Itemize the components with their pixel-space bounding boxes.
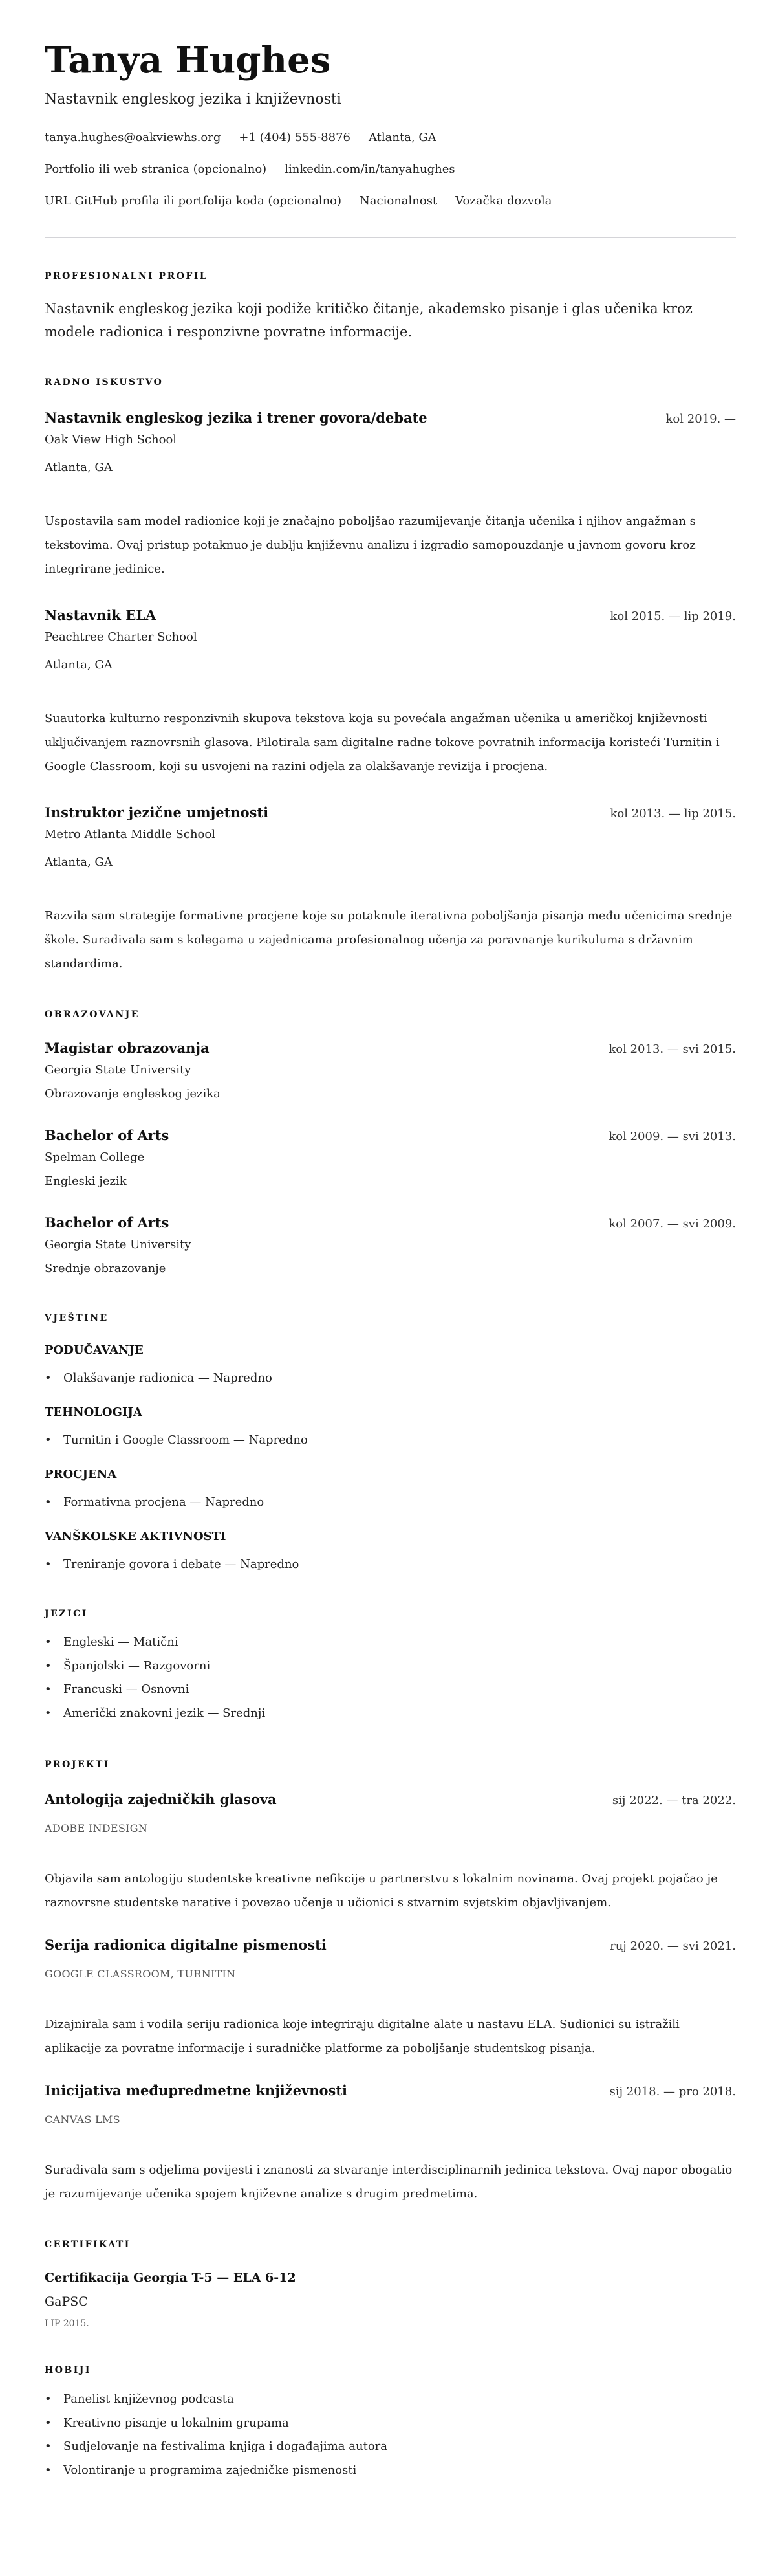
entry-header: [45, 1038, 736, 1060]
contact-location: Atlanta, GA: [369, 131, 436, 144]
certificate-entry: [45, 2269, 736, 2331]
education-date: kol 2007. — svi 2009.: [609, 1217, 736, 1231]
skill-list: [45, 1430, 736, 1451]
languages-section: [45, 1607, 736, 1726]
resume-header: [45, 39, 736, 210]
project-description: Objavila sam antologiju studentske kreativne nefikcije u partnerstvu s lokalnim novinama. Ovaj projekt pojačao je raznovrsne studentske narative i povezao učenje u učionici s stvarnim svjetskim objavljivanjem.: [45, 1871, 718, 1910]
degree: Bachelor of Arts: [45, 1127, 169, 1143]
project-entry: [45, 1935, 736, 2060]
section-title: VJEŠTINE: [45, 1313, 109, 1323]
contact-linkedin[interactable]: linkedin.com/in/tanyahughes: [285, 162, 455, 176]
language-item: • Engleski — Matični: [45, 1631, 736, 1655]
job-entry: [45, 605, 736, 778]
job-org: Peachtree Charter School: [45, 630, 197, 644]
job-date: kol 2015. — lip 2019.: [610, 610, 736, 623]
certificates-section: [45, 2238, 736, 2331]
field-of-study: Srednje obrazovanje: [45, 1262, 166, 1275]
skill-category-title: TEHNOLOGIJA: [45, 1405, 142, 1419]
section-title: PROFESIONALNI PROFIL: [45, 271, 208, 281]
project-tech: GOOGLE CLASSROOM, TURNITIN: [45, 1967, 236, 1980]
education-entry: [45, 1038, 736, 1105]
job-role: Nastavnik ELA: [45, 607, 156, 623]
project-entry: [45, 1789, 736, 1915]
school: Georgia State University: [45, 1238, 191, 1251]
project-name: Serija radionica digitalne pismenosti: [45, 1936, 327, 1953]
field-of-study: Engleski jezik: [45, 1174, 127, 1188]
entry-header: [45, 408, 736, 430]
entry-header: [45, 1789, 736, 1811]
contact-row: [45, 192, 736, 210]
school: Spelman College: [45, 1150, 145, 1164]
entry-header: [45, 2080, 736, 2102]
section-title: JEZICI: [45, 1609, 88, 1619]
education-section: [45, 1008, 736, 1279]
candidate-headline: Nastavnik engleskog jezika i književnosti: [45, 91, 341, 107]
skill-item: • Formativna procjena — Napredno: [45, 1492, 736, 1513]
job-location: Atlanta, GA: [45, 658, 113, 672]
degree: Magistar obrazovanja: [45, 1040, 210, 1056]
contact-phone[interactable]: +1 (404) 555-8876: [239, 131, 350, 144]
entry-header: [45, 605, 736, 627]
job-entry: [45, 408, 736, 581]
contact-github[interactable]: URL GitHub profila ili portfolija koda (opcionalno): [45, 194, 342, 208]
education-date: kol 2009. — svi 2013.: [609, 1130, 736, 1143]
candidate-name: Tanya Hughes: [45, 39, 331, 82]
projects-section: [45, 1758, 736, 2206]
certificate-name: Certifikacija Georgia T-5 — ELA 6-12: [45, 2270, 296, 2285]
job-description: Suautorka kulturno responzivnih skupova tekstova koja su povećala angažman učenika u američkoj književnosti uključivanjem raznovrsnih glasova. Pilotirala sam digitalne radne tokove povratnih informacija koristeći Turnitin i Google Classroom, koji su usvojeni na razini odjela za olakšavanje revizija i procjena.: [45, 712, 720, 773]
hobby-list: [45, 2388, 736, 2483]
skill-list: [45, 1368, 736, 1389]
skill-category-title: VANŠKOLSKE AKTIVNOSTI: [45, 1530, 226, 1543]
project-date: ruj 2020. — svi 2021.: [610, 1939, 736, 1953]
skill-category-title: PROCJENA: [45, 1468, 117, 1481]
profile-text: Nastavnik engleskog jezika koji podiže kritičko čitanje, akademsko pisanje i glas učenika kroz modele radionica i responzivne povratne informacije.: [45, 301, 693, 340]
entry-header: [45, 1125, 736, 1147]
contact-portfolio[interactable]: Portfolio ili web stranica (opcionalno): [45, 162, 267, 176]
language-item: • Američki znakovni jezik — Srednji: [45, 1702, 736, 1726]
skill-category-title: PODUČAVANJE: [45, 1343, 144, 1357]
job-role: Nastavnik engleskog jezika i trener govora/debate: [45, 410, 427, 426]
certificate-issuer: GaPSC: [45, 2294, 88, 2309]
hobby-item: • Panelist književnog podcasta: [45, 2388, 736, 2412]
section-title: RADNO ISKUSTVO: [45, 377, 164, 388]
job-date: kol 2013. — lip 2015.: [610, 807, 736, 820]
project-name: Inicijativa međupredmetne književnosti: [45, 2082, 348, 2098]
contact-row: [45, 160, 736, 179]
entry-header: [45, 802, 736, 824]
skill-category: [45, 1404, 736, 1451]
job-description: Razvila sam strategije formativne procjene koje su potaknule iterativna poboljšanja pisanja među učenicima srednje škole. Suradivala sam s kolegama u zajednicama profesionalnog učenja za poravnanje kurikuluma s državnim standardima.: [45, 909, 733, 971]
profile-section: [45, 270, 736, 344]
skill-category: [45, 1341, 736, 1389]
education-date: kol 2013. — svi 2015.: [609, 1042, 736, 1056]
certificate-date: LIP 2015.: [45, 2318, 89, 2329]
skill-item: • Turnitin i Google Classroom — Napredno: [45, 1430, 736, 1451]
skill-list: [45, 1492, 736, 1513]
entry-header: [45, 1935, 736, 1957]
language-list: [45, 1631, 736, 1726]
hobby-item: • Volontiranje u programima zajedničke pismenosti: [45, 2459, 736, 2483]
field-of-study: Obrazovanje engleskog jezika: [45, 1087, 221, 1101]
project-tech: CANVAS LMS: [45, 2113, 120, 2126]
project-date: sij 2022. — tra 2022.: [612, 1793, 736, 1807]
job-location: Atlanta, GA: [45, 461, 113, 474]
hobby-item: • Sudjelovanje na festivalima knjiga i događajima autora: [45, 2435, 736, 2459]
school: Georgia State University: [45, 1063, 191, 1077]
degree: Bachelor of Arts: [45, 1215, 169, 1231]
header-divider: [45, 237, 736, 238]
project-date: sij 2018. — pro 2018.: [609, 2084, 736, 2098]
project-name: Antologija zajedničkih glasova: [45, 1790, 277, 1807]
job-org: Oak View High School: [45, 433, 177, 446]
contact-nationality: Nacionalnost: [360, 194, 438, 208]
job-org: Metro Atlanta Middle School: [45, 828, 215, 841]
hobbies-section: [45, 2364, 736, 2483]
experience-section: [45, 376, 736, 976]
project-entry: [45, 2080, 736, 2206]
job-description: Uspostavila sam model radionice koji je značajno poboljšao razumijevanje čitanja učenika i njihov angažman s tekstovima. Ovaj pristup potaknuo je dublju književnu analizu i izgradio samopouzdanje u javnom govoru kroz integrirane jedinice.: [45, 514, 696, 576]
skill-category: [45, 1528, 736, 1575]
skill-category: [45, 1466, 736, 1513]
project-description: Suradivala sam s odjelima povijesti i znanosti za stvaranje interdisciplinarnih jedinica tekstova. Ovaj napor obogatio je razumijevanje učenika spojem književne analize s drugim predmetima.: [45, 2163, 733, 2201]
section-title: HOBIJI: [45, 2364, 91, 2375]
section-title: OBRAZOVANJE: [45, 1009, 140, 1020]
language-item: • Francuski — Osnovni: [45, 1678, 736, 1702]
job-entry: [45, 802, 736, 976]
project-tech: ADOBE INDESIGN: [45, 1822, 148, 1834]
job-date: kol 2019. —: [665, 412, 736, 426]
skill-list: [45, 1554, 736, 1575]
job-location: Atlanta, GA: [45, 855, 113, 869]
education-entry: [45, 1213, 736, 1279]
language-item: • Španjolski — Razgovorni: [45, 1655, 736, 1679]
skills-section: [45, 1312, 736, 1575]
skill-item: • Treniranje govora i debate — Napredno: [45, 1554, 736, 1575]
education-entry: [45, 1125, 736, 1192]
contact-row: [45, 129, 736, 147]
job-role: Instruktor jezične umjetnosti: [45, 804, 269, 820]
hobby-item: • Kreativno pisanje u lokalnim grupama: [45, 2412, 736, 2436]
contact-email[interactable]: tanya.hughes@oakviewhs.org: [45, 131, 221, 144]
section-title: PROJEKTI: [45, 1759, 110, 1770]
entry-header: [45, 1213, 736, 1235]
section-title: CERTIFIKATI: [45, 2239, 131, 2250]
project-description: Dizajnirala sam i vodila seriju radionica koje integriraju digitalne alate u nastavu ELA. Sudionici su istražili aplikacije za povratne informacije i suradničke platforme za poboljšanje studentskog pisanja.: [45, 2017, 680, 2055]
contact-drivers-license: Vozačka dozvola: [455, 194, 552, 208]
skill-item: • Olakšavanje radionica — Napredno: [45, 1368, 736, 1389]
